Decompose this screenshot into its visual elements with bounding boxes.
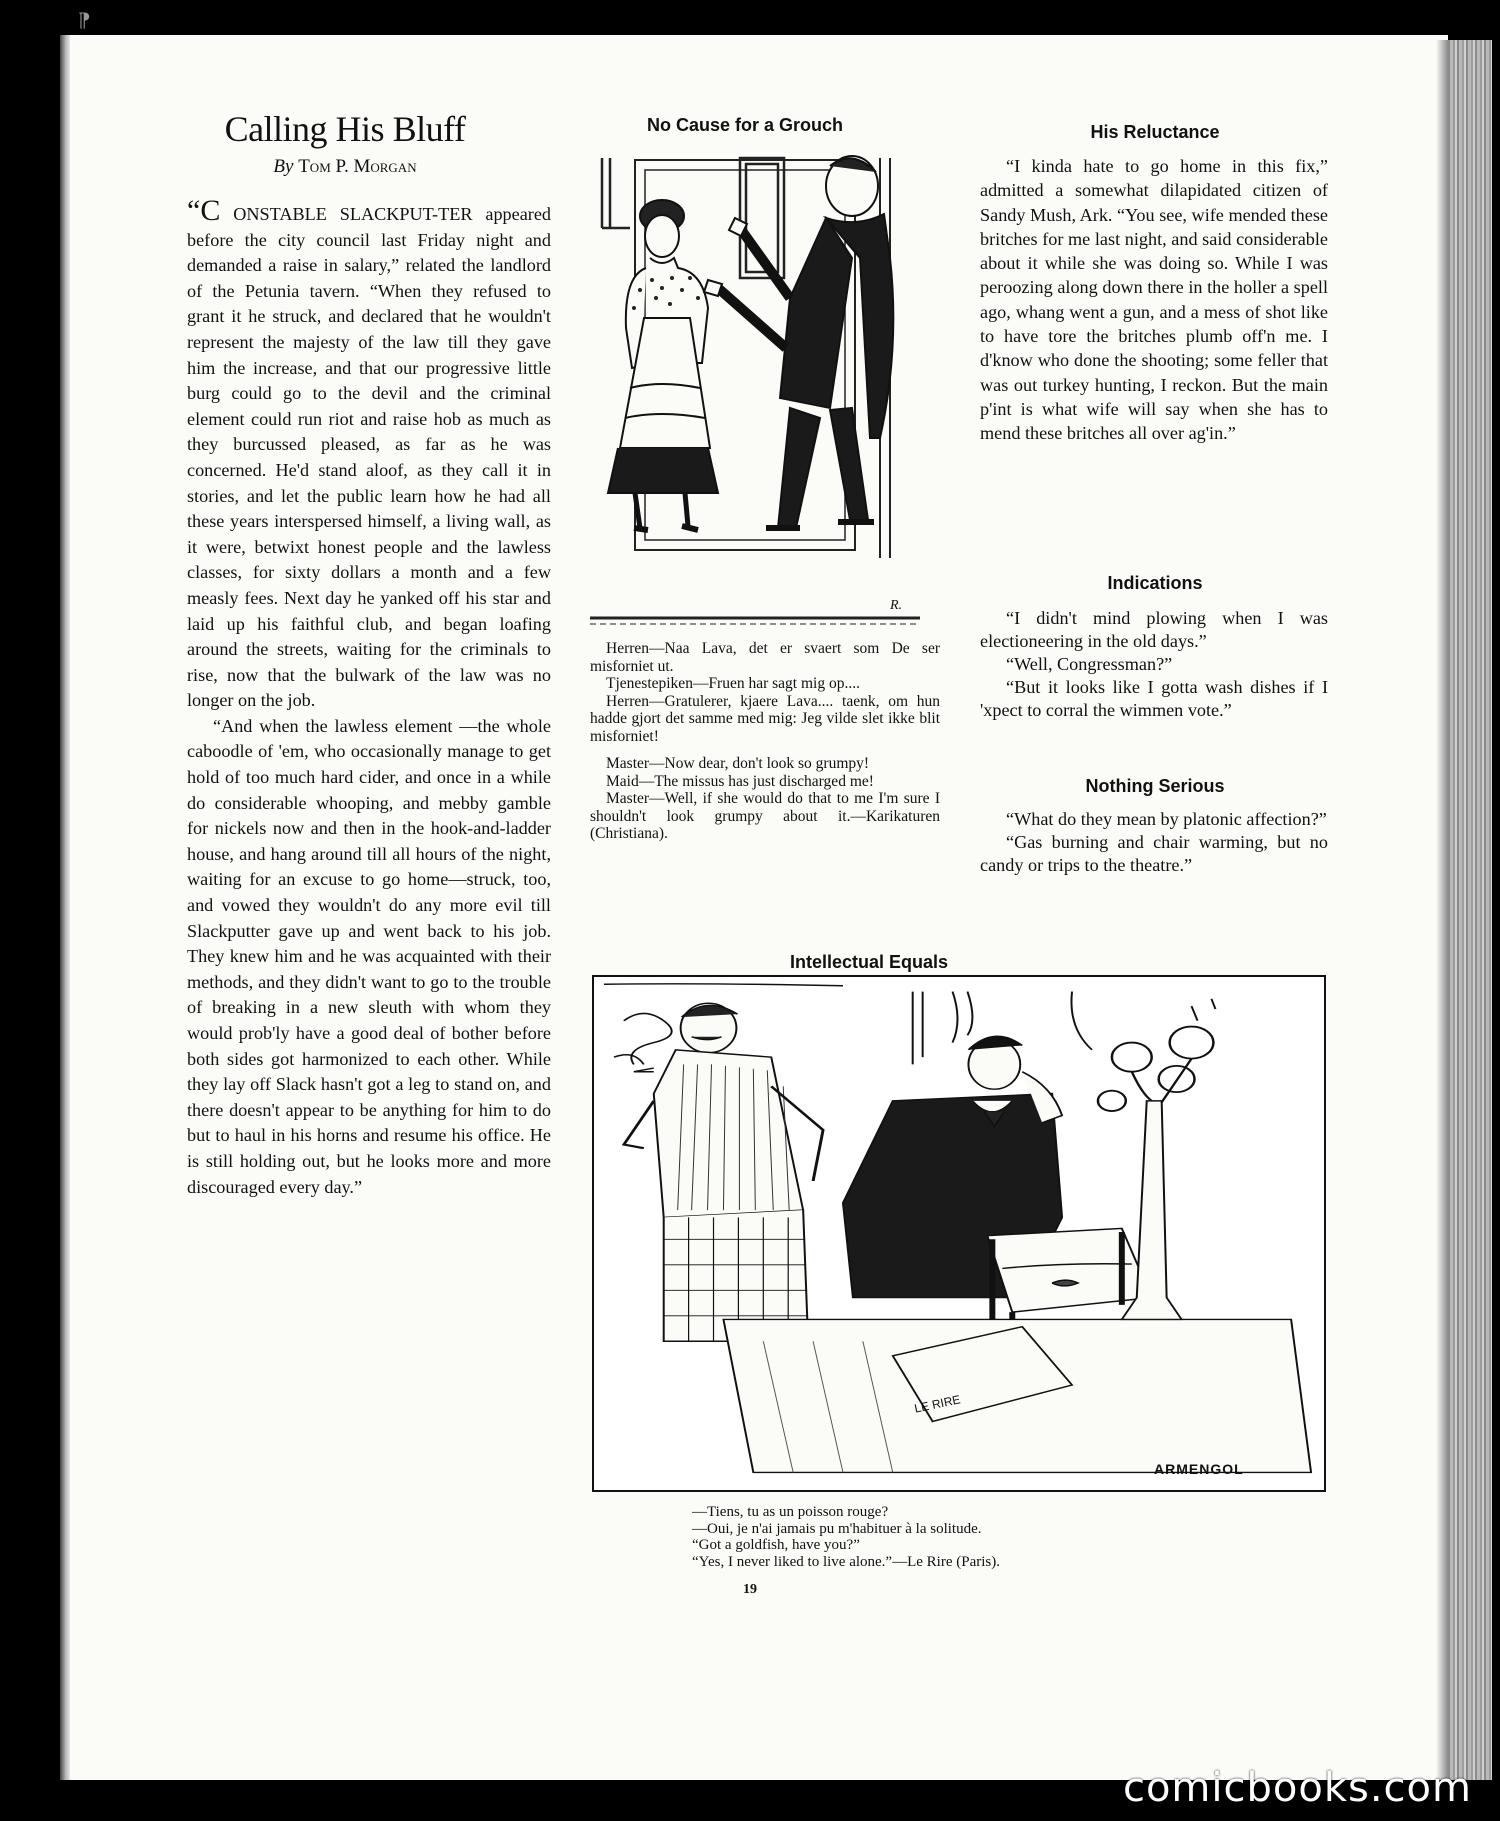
cartoon-title-equals: Intellectual Equals [790,952,949,972]
article-body [187,194,552,1200]
caption-english-1: Master—Now dear, don't look so grumpy! [606,755,870,772]
indications-line-3: “But it looks like I gotta wash dishes if I 'xpect to corral the wimmen vote.” [980,677,1328,720]
book-spine-edge [1448,40,1492,1780]
reluctance-text: “I kinda hate to go home in this fix,” admitted a somewhat dilapidated citizen of Sandy Mush, Ark. “You see, wife mended these britches for me last night, and said considerable about it while she was doing so. While I was peroozing along down there in the holler a spell ago, whang went a gun, and a mess of shot like to have tore the britches plumb off'n me. I d'know who done the shooting; some feller that was out turkey hunting, I reckon. But the main p'int is what wife will say when she has to mend these britches all over ag'in.” [980,156,1328,444]
cartoon-equals-caption [692,1504,1172,1570]
reluctance-body [980,154,1328,446]
byline-author: Tom P. Morgan [298,156,417,177]
nothing-serious-title: Nothing Serious [1085,776,1225,796]
cartoon-grouch-illustration [590,148,930,630]
serious-line-2: “Gas burning and chair warming, but no candy or trips to the theatre.” [980,832,1328,875]
reluctance-title: His Reluctance [1090,122,1220,142]
scan-corner-mark: ⁋ [78,10,91,32]
article-paragraph-1 [187,194,552,714]
indications-line-1: “I didn't mind plowing when I was electioneering in the old days.” [980,608,1328,651]
page-number: 19 [743,1582,757,1597]
cartoon-title-grouch: No Cause for a Grouch [646,115,844,135]
caption-norwegian-1: Herren—Naa Lava, det er svaert som De ser misforniet ut. [590,640,940,675]
byline-prefix: By [273,156,294,177]
dropcap-quote: “ [187,194,201,227]
artist-signature: ARMENGOL [1154,1461,1244,1477]
indications-line-2: “Well, Congressman?” [1006,654,1173,674]
indications-body [980,607,1328,722]
nothing-serious-body [980,808,1328,877]
equals-caption-2: —Oui, je n'ai jamais pu m'habituer à la solitude. [692,1520,982,1537]
serious-line-1: “What do they mean by platonic affection?” [1006,809,1327,829]
dropcap-letter: C [200,194,221,227]
grouch-drawing [590,148,930,630]
cartoon-grouch-caption [590,640,940,843]
equals-caption-4: “Yes, I never liked to live alone.”—Le Rire (Paris). [692,1553,1000,1570]
article-paragraph-2: “And when the lawless element —the whole caboodle of 'em, who occasionally manage to get hold of too much hard cider, and once in a while do considerable whooping, and mebby gamble for nickels now and then in the hook-and-ladder house, and hang around till all hours of the night, waiting for an excuse to go home—struck, too, and vowed they wouldn't do any more evil till Slackputter gave up and went back to his job. They knew him and he was acquainted with their methods, and they didn't want to go to the trouble of breaking in a new sleuth with whom they would prob'ly have a good deal of bother before both sides got harmonized to each other. While they lay off Slack hasn't got a leg to stand on, and there doesn't appear to be anything for him to do but to haul in his horns and resume his office. He is still holding out, but he looks more and more discouraged every day.” [187,715,551,1197]
equals-caption-1: —Tiens, tu as un poisson rouge? [692,1504,889,1520]
caption-norwegian-2: Tjenestepiken—Fruen har sagt mig op.... [606,675,860,692]
indications-title: Indications [1107,573,1203,593]
caption-norwegian-3: Herren—Gratulerer, kjaere Lava.... taenk, om hun hadde gjort det samme med mig: Jeg vilde slet ikke blit misforniet! [590,692,940,745]
byline [185,156,505,178]
magazine-label: LE RIRE [913,1392,962,1416]
caption-english-3: Master—Well, if she would do that to me I'm sure I shouldn't look grumpy about it.—Karikaturen (Christiana). [590,790,940,842]
article-title: Calling His Bluff [224,109,466,149]
article-paragraph-1-text: ONSTABLE SLACKPUT-TER appeared before the city council last Friday night and demanded a raise in salary,” related the landlord of the Petunia tavern. “When they refused to grant it he struck, and declared that he wouldn't represent the majesty of the law till they gave him the increase, and that our progressive little burg could go to the devil and the criminal element could run riot and raise hob as much as they burcussed pleased, as far as he was concerned. He'd stand aloof, as they call it in stories, and let the public learn how he had all these years interspersed himself, a living wall, as it were, betwixt honest people and the lawless classes, for sixty dollars a month and a few measly fees. Next day he yanked off his star and laid up his faithful club, and began loafing around the streets, waiting for the criminals to rise, now that the bulwark of the law was no longer on the job. [187,204,552,711]
equals-scene [594,977,1322,1487]
watermark: comicbooks.com [1122,1765,1472,1811]
cartoon-equals-art [594,977,1322,1487]
equals-caption-3: “Got a goldfish, have you?” [692,1537,860,1553]
caption-english-2: Maid—The missus has just discharged me! [606,772,874,790]
cartoon-signature: R. [890,598,903,613]
